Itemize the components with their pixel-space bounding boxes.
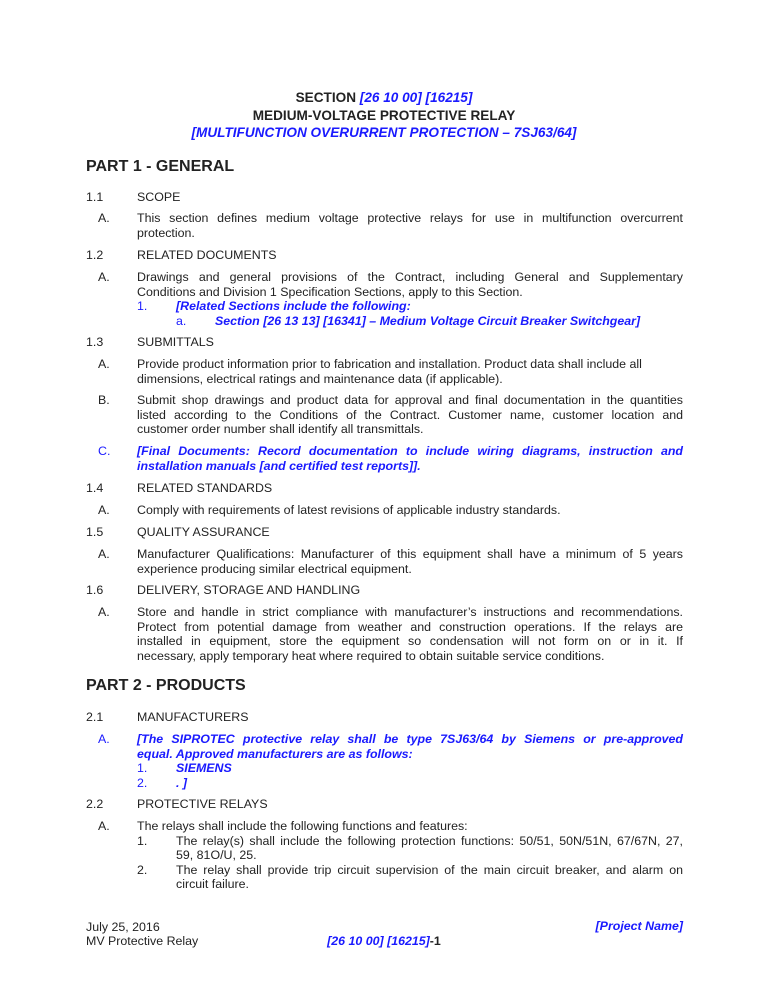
item-label: 2. — [137, 862, 148, 877]
text-line: circuit failure. — [176, 877, 249, 892]
text-line: Submit shop drawings and product data for approval and final documentation in the quantities — [137, 393, 683, 407]
item-label: A. — [98, 503, 110, 517]
footer-project-name: [Project Name] — [595, 919, 683, 933]
sub-item-2 — [137, 776, 683, 791]
item-text: SIEMENS — [176, 761, 232, 776]
paragraph-1-3-b — [98, 393, 683, 437]
section-number: [26 10 00] [16215] — [359, 90, 473, 105]
text-line: equal. Approved manufacturers are as follows: — [137, 746, 413, 761]
item-text: Section [26 13 13] [16341] – Medium Voltage Circuit Breaker Switchgear] — [215, 313, 641, 328]
text-line: Comply with requirements of latest revisions of applicable industry standards. — [137, 503, 561, 517]
page-number: -1 — [429, 934, 441, 948]
item-text: . ] — [176, 775, 188, 790]
text-line: Drawings and general provisions of the Contract, including General and Supplementary — [137, 270, 683, 284]
section-1-2-heading — [86, 248, 277, 263]
section-number: 2.1 — [86, 710, 104, 724]
paragraph-2-1-a — [98, 732, 683, 790]
section-title: PROTECTIVE RELAYS — [137, 797, 268, 811]
text-line: [Final Documents: Record documentation to include wiring diagrams, instruction and — [137, 444, 683, 458]
part2-heading: PART 2 - PRODUCTS — [86, 677, 246, 694]
item-label: A. — [98, 605, 110, 619]
item-label: A. — [98, 819, 110, 833]
section-1-5-heading — [86, 525, 270, 540]
text-line: Protect from potential damage from weather and construction operations. If the relays are — [137, 619, 683, 634]
section-1-1-heading — [86, 190, 180, 205]
section-1-3-heading — [86, 335, 214, 350]
item-label: 2. — [137, 775, 148, 790]
text-line: installation manuals [and certified test reports]]. — [137, 458, 421, 473]
section-number: 1.1 — [86, 190, 104, 204]
document-subtitle: [MULTIFUNCTION OVERURRENT PROTECTION – 7SJ63/64] — [191, 125, 577, 140]
section-number: 1.3 — [86, 335, 104, 349]
text-line: Manufacturer Qualifications: Manufacturer of this equipment shall have a minimum of 5 years — [137, 547, 683, 561]
text-line: Store and handle in strict compliance with manufacturer’s instructions and recommendations. — [137, 605, 683, 619]
text-line: experience producing similar electrical equipment. — [137, 561, 412, 576]
text-line: Conditions and Division 1 Specification Sections, apply to this Section. — [137, 284, 523, 299]
text-line: dimensions, electrical ratings and maintenance data (if applicable). — [137, 371, 503, 386]
paragraph-1-3-a — [98, 357, 683, 386]
item-label: a. — [176, 313, 187, 328]
section-2-2-heading — [86, 797, 268, 812]
footer-date: July 25, 2016 — [86, 920, 160, 934]
text-line: This section defines medium voltage protective relays for use in multifunction overcurrent — [137, 211, 683, 225]
sub-item-2 — [137, 863, 683, 892]
paragraph-1-3-c — [98, 444, 683, 473]
item-label: A. — [98, 211, 110, 225]
sub-item-1a — [176, 314, 683, 329]
section-1-6-heading — [86, 583, 360, 598]
section-title — [0, 89, 768, 106]
section-title: QUALITY ASSURANCE — [137, 525, 270, 539]
paragraph-1-1-a — [98, 211, 683, 240]
item-label: 1. — [137, 299, 148, 314]
section-title: DELIVERY, STORAGE AND HANDLING — [137, 583, 361, 597]
text-line: installed in equipment, store the equipment so condensation will not form on or in it. If — [137, 634, 683, 649]
paragraph-1-4-a — [98, 503, 683, 518]
paragraph-1-5-a — [98, 547, 683, 576]
text-line: 59, 81O/U, 25. — [176, 848, 257, 863]
item-label: A. — [98, 547, 110, 561]
section-2-1-heading — [86, 710, 249, 725]
sub-item-1 — [137, 299, 683, 314]
footer-page-number — [0, 934, 768, 949]
paragraph-2-2-a — [98, 819, 683, 892]
item-label: B. — [98, 393, 110, 407]
item-label: A. — [98, 357, 110, 371]
section-number: 1.5 — [86, 525, 104, 539]
item-label: A. — [98, 732, 110, 746]
item-label: C. — [98, 444, 111, 458]
item-label: 1. — [137, 833, 148, 848]
section-title: MANUFACTURERS — [137, 710, 249, 724]
section-number: 1.2 — [86, 248, 104, 262]
item-label: A. — [98, 270, 110, 284]
section-label: SECTION — [295, 90, 360, 105]
text-line: Provide product information prior to fabrication and installation. Product data shall include all — [137, 357, 642, 371]
text-line: The relay(s) shall include the following protection functions: 50/51, 50N/51N, 67/67N, 27, — [176, 833, 683, 848]
paragraph-1-2-a — [98, 270, 683, 328]
text-line: The relay shall provide trip circuit supervision of the main circuit breaker, and alarm on — [176, 862, 683, 877]
paragraph-1-6-a — [98, 605, 683, 663]
section-number: 2.2 — [86, 797, 104, 811]
text-line: protection. — [137, 225, 195, 240]
text-line: listed according to the Conditions of the Contract. Customer name, customer location and — [137, 407, 683, 422]
footer-section-number: [26 10 00] [16215] — [327, 934, 430, 948]
sub-item-1 — [137, 834, 683, 863]
section-title: RELATED STANDARDS — [137, 481, 273, 495]
section-number: 1.6 — [86, 583, 104, 597]
section-title: SUBMITTALS — [137, 335, 214, 349]
section-1-4-heading — [86, 481, 272, 496]
text-line: customer order number shall identify all transmittals. — [137, 422, 424, 437]
item-label: 1. — [137, 761, 148, 776]
document-title: MEDIUM-VOLTAGE PROTECTIVE RELAY — [252, 108, 516, 123]
section-title: RELATED DOCUMENTS — [137, 248, 277, 262]
footer-doc-name: MV Protective Relay — [86, 934, 199, 948]
sub-item-1 — [137, 761, 683, 776]
section-title: SCOPE — [137, 190, 181, 204]
text-line: The relays shall include the following functions and features: — [137, 819, 468, 833]
text-line: necessary, apply temporary heat where required to obtain suitable service conditions. — [137, 648, 605, 663]
item-text: [Related Sections include the following: — [176, 299, 411, 314]
part1-heading: PART 1 - GENERAL — [86, 158, 235, 175]
text-line: [The SIPROTEC protective relay shall be type 7SJ63/64 by Siemens or pre-approved — [137, 732, 683, 746]
section-number: 1.4 — [86, 481, 104, 495]
